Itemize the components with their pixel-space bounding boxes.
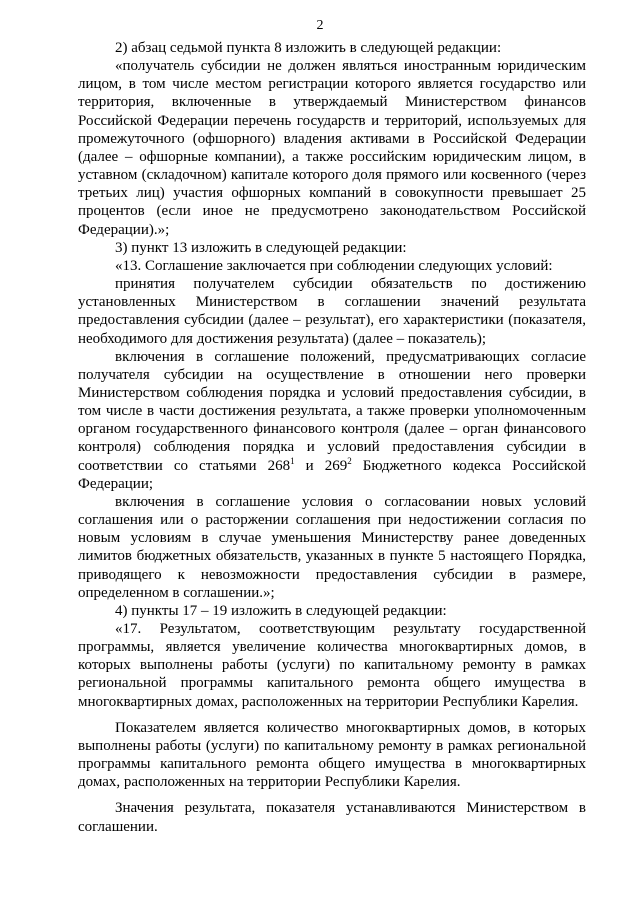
document-body — [78, 39, 586, 836]
paragraph-clause-17: «17. Результатом, соответствующим результату государственной программы, является увеличение количества многоквартирных домов, в которых выполнены работы (услуги) по капитальному ремонту в рамках региональной программы капитального ремонта общего имущества в многоквартирных домах, расположенных на территории Республики Карелия. — [78, 621, 586, 710]
paragraph-offshore-condition: «получатель субсидии не должен являться иностранным юридическим лицом, в том числе местом регистрации которого является государство или территория, включенные в утверждаемый Министерством финансов Российской Федерации перечень государств и территорий, используемых для промежуточного (офшорного) владения активами в Российской Федерации (далее – офшорные компании), а также российским юридическим лицом, в уставном (складочном) капитале которого доля прямого или косвенного (через третьих лиц) участия офшорных компаний в совокупности превышает 25 процентов (если иное не предусмотрено законодательством Российской Федерации).»; — [78, 58, 586, 238]
text-segment: и 269 — [294, 457, 348, 474]
paragraph-amendment-4: 4) пункты 17 – 19 изложить в следующей редакции: — [115, 602, 447, 619]
superscript: 1 — [290, 455, 295, 466]
paragraph-agreement-terms: включения в соглашение условия о согласовании новых условий соглашения или о расторжении соглашения при недостижении согласия по новым условиям в случае уменьшения Министерству ранее доведенных лимитов бюджетных обязательств, указанных в пункте 5 настоящего Порядка, приводящего к невозможности предоставления субсидии в размере, определенном в соглашении.»; — [78, 493, 586, 601]
text-segment: Бюджетного кодекса Российской Федерации; — [78, 457, 587, 492]
paragraph-obligations: принятия получателем субсидии обязательств по достижению установленных Министерством в соглашении значений результата предоставления субсидии (далее – результат), его характеристики (показателя, необходимого для достижения результата) (далее – показатель); — [78, 276, 586, 347]
superscript: 2 — [347, 455, 352, 466]
paragraph-clause-13: «13. Соглашение заключается при соблюдении следующих условий: — [115, 257, 553, 274]
text-segment: включения в соглашение положений, предусматривающих согласие получателя субсидии на осуществление в отношении него проверки Министерством соблюдения порядка и условий предоставления субсидии, в том числе в части достижения результата, а также проверки уполномоченным органом государственного финансового контроля (далее – орган финансового контроля) соблюдения порядка и условий предоставления субсидии в соответствии со статьями 268 — [78, 348, 586, 474]
page-number: 2 — [316, 18, 324, 33]
paragraph-indicator: Показателем является количество многоквартирных домов, в которых выполнены работы (услуги) по капитальному ремонту в рамках региональной программы капитального ремонта общего имущества в многоквартирных домах, расположенных на территории Республики Карелия. — [78, 719, 586, 791]
paragraph-values: Значения результата, показателя устанавливаются Министерством в соглашении. — [78, 800, 586, 835]
paragraph-amendment-3: 3) пункт 13 изложить в следующей редакции: — [115, 239, 407, 256]
paragraph-amendment-2: 2) абзац седьмой пункта 8 изложить в следующей редакции: — [115, 40, 502, 56]
paragraph-inspection-consent — [78, 348, 586, 493]
